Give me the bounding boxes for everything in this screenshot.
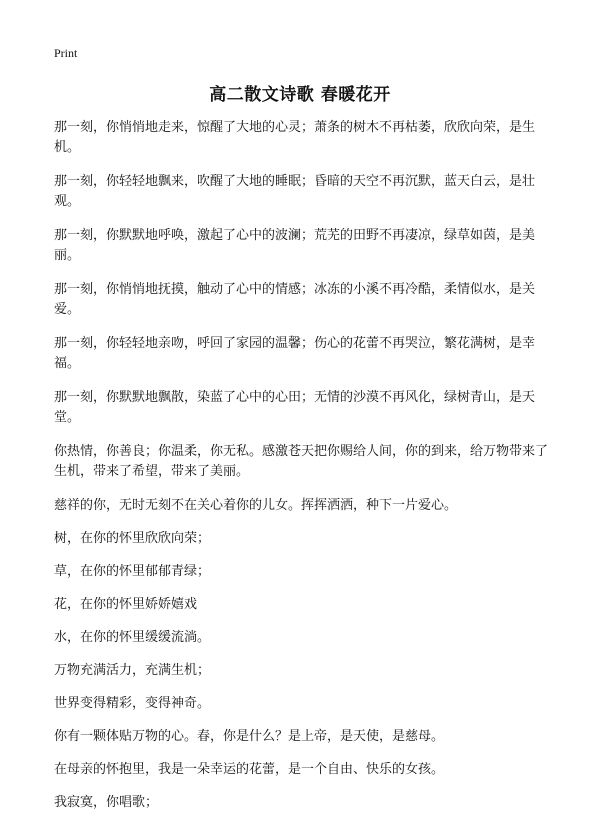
paragraph: 那一刻，你默默地呼唤，激起了心中的波澜；荒芜的田野不再凄凉，绿草如茵，是美丽。: [54, 228, 536, 263]
paragraph: 在母亲的怀抱里，我是一朵幸运的花蕾，是一个自由、快乐的女孩。: [54, 762, 445, 777]
paragraph: 我寂寞，你唱歌；: [54, 795, 159, 810]
paragraph: 世界变得精彩，变得神奇。: [54, 696, 211, 711]
paragraph: 那一刻，你默默地飘散，染蓝了心中的心田；无情的沙漠不再风化，绿树青山，是天堂。: [54, 390, 536, 425]
paragraph: 树，在你的怀里欣欣向荣；: [54, 531, 211, 546]
paragraph: 你热情，你善良；你温柔，你无私。感激苍天把你赐给人间，你的到来，给万物带来了生机，带来了希望，带来了美丽。: [54, 444, 549, 479]
paragraph: 慈祥的你，无时无刻不在关心着你的儿女。挥挥洒洒，种下一片爱心。: [54, 498, 458, 513]
print-label: Print: [54, 46, 78, 60]
paragraph: 万物充满活力，充满生机；: [54, 663, 211, 678]
paragraph: 水，在你的怀里缓缓流淌。: [54, 630, 211, 645]
paragraph: 那一刻，你轻轻地飘来，吹醒了大地的睡眠；昏暗的天空不再沉默，蓝天白云，是壮观。: [54, 174, 536, 209]
document-title: 高二散文诗歌 春暖花开: [209, 85, 391, 105]
paragraph: 那一刻，你悄悄地走来，惊醒了大地的心灵；萧条的树木不再枯萎，欣欣向荣，是生机。: [54, 120, 536, 155]
paragraph: 那一刻，你轻轻地亲吻，呼回了家园的温馨；伤心的花蕾不再哭泣，繁花满树，是幸福。: [54, 336, 536, 371]
paragraph: 草，在你的怀里郁郁青绿；: [54, 564, 211, 579]
paragraph: 你有一颗体贴万物的心。春，你是什么？是上帝，是天使，是慈母。: [54, 729, 445, 744]
paragraph: 那一刻，你悄悄地抚摸，触动了心中的情感；冰冻的小溪不再冷酷，柔情似水，是关爱。: [54, 282, 536, 317]
document-body: [54, 118, 550, 826]
paragraph: 花，在你的怀里娇娇嬉戏: [54, 597, 198, 612]
